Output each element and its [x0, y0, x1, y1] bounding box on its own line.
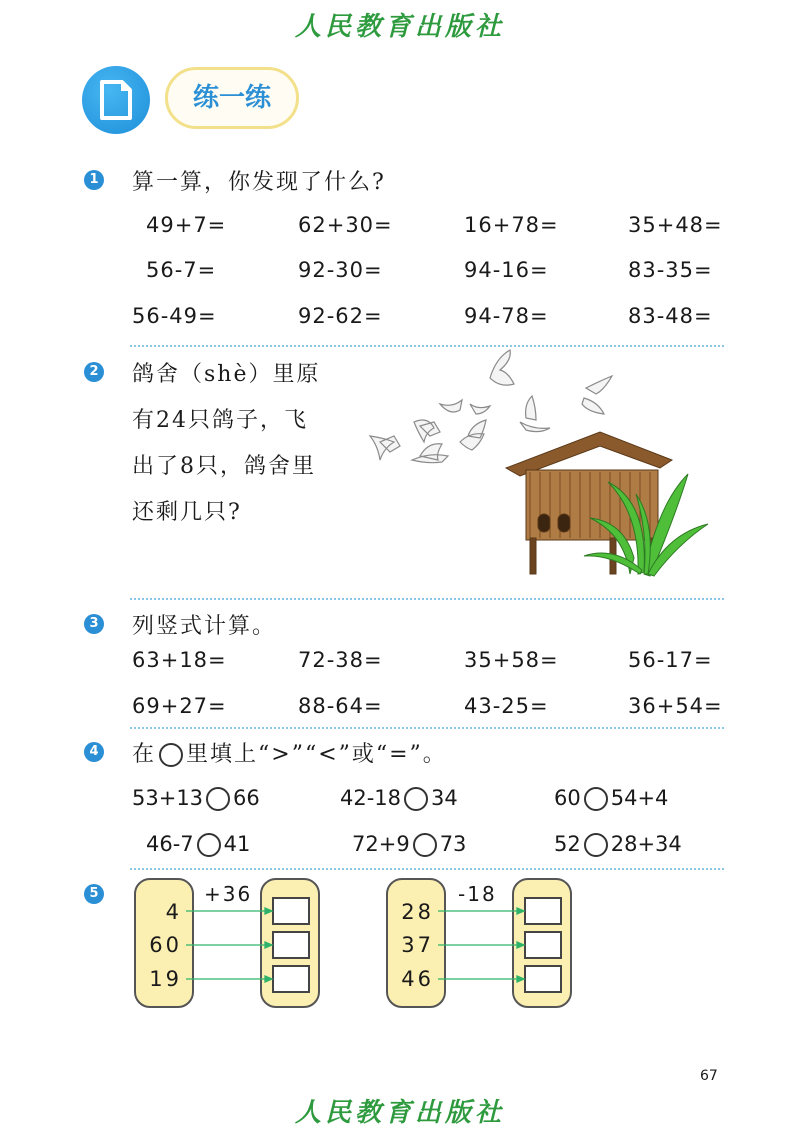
q1-equation: 94-78=	[464, 304, 549, 328]
answer-box[interactable]	[524, 965, 562, 993]
q1-equation: 83-35=	[628, 258, 713, 282]
q4-left: 53+13	[132, 786, 204, 810]
question-number-1: 1	[84, 170, 104, 190]
q4-comparison	[146, 832, 250, 857]
q4-comparison	[554, 832, 682, 857]
q4-left: 52	[554, 832, 581, 856]
q4-left: 42-18	[340, 786, 402, 810]
answer-box[interactable]	[272, 965, 310, 993]
question-number-2: 2	[84, 362, 104, 382]
input-value: 28	[401, 900, 434, 924]
answer-circle[interactable]	[197, 833, 221, 857]
answer-circle[interactable]	[584, 787, 608, 811]
operation-label: -18	[458, 882, 497, 906]
pigeon-house-illustration	[360, 360, 730, 580]
q1-equation: 62+30=	[298, 213, 393, 237]
section-divider	[130, 345, 724, 347]
q1-equation: 35+48=	[628, 213, 723, 237]
operation-label: +36	[204, 882, 253, 906]
q1-equation: 49+7=	[146, 213, 227, 237]
section-title: 练一练	[192, 83, 271, 113]
q3-equation: 69+27=	[132, 694, 227, 718]
q4-comparison	[352, 832, 466, 857]
q2-text-line: 鸽舍（shè）里原	[132, 362, 321, 387]
q3-equation: 36+54=	[628, 694, 723, 718]
q4-right: 28+34	[610, 832, 682, 856]
q3-equation: 35+58=	[464, 648, 559, 672]
q4-comparison	[132, 786, 260, 811]
publisher-header: 人民教育出版社	[294, 12, 505, 42]
q4-left: 46-7	[146, 832, 194, 856]
q4-right: 34	[431, 786, 458, 810]
answer-circle[interactable]	[206, 787, 230, 811]
q2-text-line: 有24只鸽子，飞	[132, 408, 308, 433]
arrow-group	[186, 900, 276, 990]
blank-circle-icon	[159, 743, 183, 767]
answer-circle[interactable]	[584, 833, 608, 857]
q1-equation: 83-48=	[628, 304, 713, 328]
page-number: 67	[700, 1068, 718, 1084]
q2-text-line: 还剩几只?	[132, 500, 242, 525]
q3-equation: 88-64=	[298, 694, 383, 718]
q3-equation: 43-25=	[464, 694, 549, 718]
q1-prompt: 算一算，你发现了什么?	[132, 170, 386, 195]
q4-comparison	[554, 786, 668, 811]
q1-equation: 94-16=	[464, 258, 549, 282]
q3-equation: 63+18=	[132, 648, 227, 672]
q3-equation: 72-38=	[298, 648, 383, 672]
q4-prompt	[132, 737, 447, 768]
document-icon	[82, 66, 150, 134]
input-value: 46	[401, 967, 434, 991]
q4-right: 54+4	[610, 786, 669, 810]
answer-circle[interactable]	[404, 787, 428, 811]
answer-circle[interactable]	[413, 833, 437, 857]
q4-comparison	[340, 786, 458, 811]
q4-left: 60	[554, 786, 581, 810]
section-divider	[130, 868, 724, 870]
q4-right: 66	[233, 786, 260, 810]
q1-equation: 16+78=	[464, 213, 559, 237]
publisher-footer: 人民教育出版社	[294, 1098, 505, 1128]
q2-text-line: 出了8只，鸽舍里	[132, 454, 316, 479]
arrow-group	[438, 900, 528, 990]
q1-equation: 56-7=	[146, 258, 217, 282]
answer-box[interactable]	[272, 931, 310, 959]
input-value: 19	[149, 967, 182, 991]
q4-prompt-before: 在	[132, 742, 157, 767]
q1-equation: 92-30=	[298, 258, 383, 282]
question-number-5: 5	[84, 884, 104, 904]
input-value: 4	[165, 900, 182, 924]
input-value: 60	[149, 933, 182, 957]
q4-right: 73	[439, 832, 467, 856]
question-number-4: 4	[84, 742, 104, 762]
q1-equation: 56-49=	[132, 304, 217, 328]
q3-prompt: 列竖式计算。	[132, 614, 277, 639]
answer-box[interactable]	[524, 931, 562, 959]
answer-box[interactable]	[272, 897, 310, 925]
answer-box[interactable]	[524, 897, 562, 925]
input-value: 37	[401, 933, 434, 957]
q1-equation: 92-62=	[298, 304, 383, 328]
section-divider	[130, 598, 724, 600]
question-number-3: 3	[84, 614, 104, 634]
q4-left: 72+9	[352, 832, 410, 856]
q3-equation: 56-17=	[628, 648, 713, 672]
q4-right: 41	[223, 832, 251, 856]
section-divider	[130, 727, 724, 729]
q4-prompt-after: 里填上“>”“<”或“=”。	[186, 742, 447, 767]
